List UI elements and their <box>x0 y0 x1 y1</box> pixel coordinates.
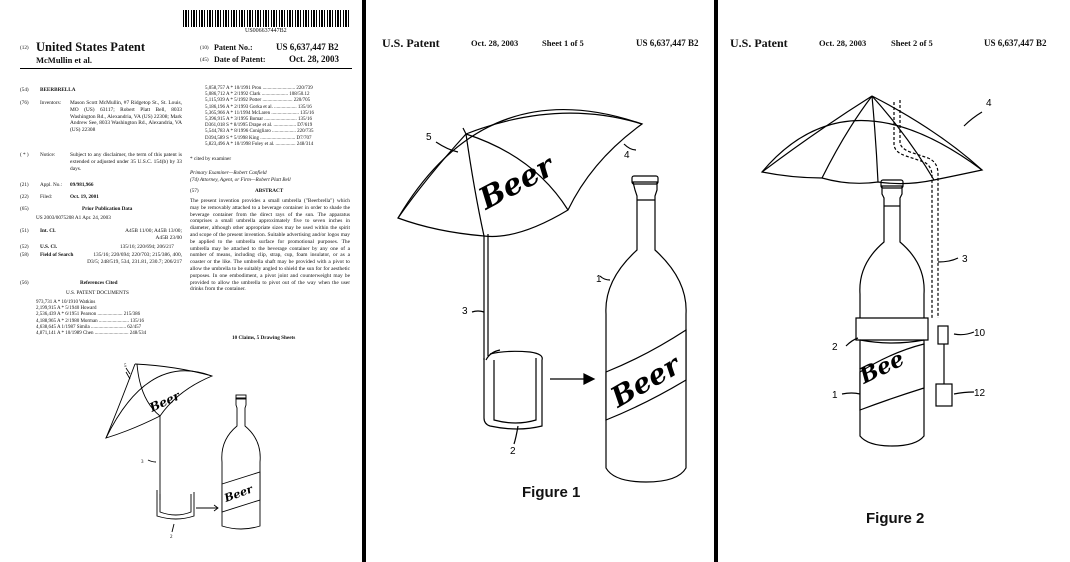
ref-entry: 973,731 A * 10/1910 Watkins <box>36 300 96 305</box>
date-label: Date of Patent: <box>214 55 266 64</box>
umbrella-beer-text: Beer <box>473 148 560 218</box>
ref-label-4: 4 <box>624 150 630 161</box>
figure-2-drawing <box>718 0 1070 562</box>
patent-no-code: (10) <box>200 45 209 51</box>
thumb-bottle-text: Beer <box>222 482 255 505</box>
figure-caption: Figure 1 <box>522 484 581 501</box>
claims: 10 Claims, 5 Drawing Sheets <box>232 335 296 341</box>
thumb-label: 3 <box>141 460 144 465</box>
appl-label: Appl. No.: <box>40 182 63 188</box>
notice-text: Subject to any disclaimer, the term of this patent is extended or adjusted under 35 U.S.C. 154(b) by 33 days. <box>70 152 182 172</box>
patent-no-label: Patent No.: <box>214 43 253 52</box>
patent-type: United States Patent <box>36 40 146 54</box>
ref-label-12: 12 <box>974 388 986 399</box>
intcl-code: (51) <box>20 228 29 234</box>
ref-entry: 2,536,439 A * 6/1951 Pearson .................... 215/386 <box>36 312 141 318</box>
ref-label-4: 4 <box>986 98 992 109</box>
uscl-label: U.S. Cl. <box>40 244 58 250</box>
ref-entry: 5,115,939 A * 5/1992 Potter ........................ 220/705 <box>205 98 311 104</box>
filed-code: (22) <box>20 194 29 200</box>
title-code: (54) <box>20 87 29 93</box>
abstract-label: ABSTRACT <box>255 188 284 194</box>
thumb-umbrella-text: Beer <box>147 388 183 415</box>
prior-label: Prior Publication Data <box>82 206 133 212</box>
ref-entry: 5,186,196 A * 2/1993 Gorka et al. .................. 135/16 <box>205 104 312 110</box>
ref-entry: 4,188,965 A * 2/1980 Morman ........................ 135/16 <box>36 318 145 324</box>
ref-entry: 5,823,496 A * 10/1998 Foley et al. ................ 248/314 <box>205 141 314 147</box>
filed-label: Filed: <box>40 194 53 200</box>
bottle <box>606 182 686 482</box>
ref-label-2: 2 <box>510 446 516 457</box>
barcode-number: US006637447B2 <box>245 28 287 34</box>
prior-text: US 2003/0075208 A1 Apr. 24, 2003 <box>36 215 111 221</box>
inventors-text: Mason Scott McMullin, #7 Ridgetop St., St. Louis, MO (US) 63117; Robert Platt Bell, 8033 Washington Rd., Alexandria, VA (US) 22308; Mark Andrew See, 8033 Washington Rd., Alexandria, VA (US) 22308 <box>70 100 182 134</box>
intcl-value: A45B 11/00; A45B 13/00; A45B 23/00 <box>125 228 182 241</box>
drawing-sheet-2 <box>718 0 1070 562</box>
ref-entry: 5,365,966 A * 11/1994 McLaren ...................... 135/16 <box>205 110 314 116</box>
bottle-beer-text: Bee <box>855 345 909 390</box>
uscl-code: (52) <box>20 244 29 250</box>
sheet-header-date: Oct. 28, 2003 <box>471 38 519 48</box>
refs-label: References Cited <box>80 280 118 286</box>
refs-sub: U.S. PATENT DOCUMENTS <box>66 290 129 296</box>
ref-entry: 4,638,645 A 1/1987 Simila ............................ 62/457 <box>36 324 142 330</box>
sheet-header-title: U.S. Patent <box>730 36 788 50</box>
ref-entry: 5,058,757 A * 10/1991 Prou .......................... 220/739 <box>205 86 313 91</box>
ref-entry: 5,544,783 A * 8/1996 Conigliaro ................... 220/735 <box>205 129 314 135</box>
ref-entry: 5,086,712 A * 2/1992 Clark ..................... 108/50.12 <box>205 92 310 98</box>
uscl-value: 135/16; 220/694; 206/217 <box>120 244 174 250</box>
inventors-code: (76) <box>20 100 29 106</box>
patent-front-page <box>0 0 362 562</box>
ref-label-1: 1 <box>832 390 838 401</box>
ref-entry: 5,396,915 A * 3/1995 Bomar .......................... 135/16 <box>205 117 312 123</box>
ref-entry: D361,018 S * 8/1995 Drape et al. .................. D7/619 <box>205 123 313 129</box>
sheet-header-number: US 6,637,447 B2 <box>984 38 1047 48</box>
attorney: (74) Attorney, Agent, or Firm—Robert Platt Bell <box>190 177 291 183</box>
country-code: (12) <box>20 45 29 51</box>
figure-caption: Figure 2 <box>866 510 925 527</box>
intcl-label: Int. Cl. <box>40 228 56 234</box>
ref-entry: D394,589 S * 5/1998 King ............................ D7/707 <box>205 135 312 141</box>
ref-entry: 2,199,915 A * 5/1940 Howard <box>36 306 97 312</box>
field-label: Field of Search <box>40 252 74 258</box>
invention-title: BEERBRELLA <box>40 87 76 93</box>
counterweight <box>936 384 952 406</box>
umbrella-canopy <box>762 120 982 183</box>
patent-number: US 6,637,447 B2 <box>276 42 339 52</box>
drawing-sheet-1 <box>366 0 714 562</box>
abstract-text: The present invention provides a small umbrella ("Beerbrella") which may be removably attached to a beverage container in order to shade the beverage container from the direct rays of the sun. The apparatus comprises a small umbrella approximately five to seven inches in diameter, although other appropriate sizes may be used within the spirit and scope of the present invention. Suitable advertising and/or logos may be applied to the umbrella surface for promotional purposes. The umbrella may be attached to the beverage container by any one of a number of means, including clip, strap, cup, foam insulator, or as a coaster or the like. The umbrella shaft may be provided with a pivot to allow the umbrella to be suitably angled to shield the sun for for aesthetic purposes. In one embodiment, a pivot joint and counterweight may be provided to allow the umbrella to pivot out of the way when the user drinks from the container. <box>190 198 350 293</box>
refs-code: (56) <box>20 280 29 286</box>
notice-code: ( * ) <box>20 152 29 158</box>
clip <box>484 351 542 429</box>
pivot <box>938 326 948 344</box>
ref-label-2: 2 <box>832 342 838 353</box>
sheet-header-title: U.S. Patent <box>382 36 440 50</box>
bottle-beer-text: Beer <box>605 348 686 415</box>
date-code: (45) <box>200 57 209 63</box>
thumb-label: 2 <box>170 535 173 540</box>
cited-note: * cited by examiner <box>190 156 232 162</box>
inventor-short: McMullin et al. <box>36 55 92 65</box>
thumb-label: 5 <box>124 364 127 369</box>
field-code: (58) <box>20 252 29 258</box>
sheet-header-date: Oct. 28, 2003 <box>819 38 867 48</box>
sheet-header-number: US 6,637,447 B2 <box>636 38 699 48</box>
ref-label-1: 1 <box>596 274 602 285</box>
strap <box>856 318 928 340</box>
figure-1-drawing <box>366 0 714 562</box>
ref-label-10: 10 <box>974 328 986 339</box>
abstract-code: (57) <box>190 188 199 194</box>
patent-date: Oct. 28, 2003 <box>289 54 339 64</box>
field-value: 135/16; 220/694; 220/703; 215/386, 400, D3/5; 248/519, 534, 231.81, 230.7; 206/217 <box>87 252 182 265</box>
prior-code: (65) <box>20 206 29 212</box>
front-page-drawing <box>0 0 362 562</box>
sheet-header-sheet: Sheet 2 of 5 <box>891 38 933 48</box>
ref-label-3: 3 <box>462 306 468 317</box>
appl-number: 09/981,966 <box>70 182 94 188</box>
appl-code: (21) <box>20 182 29 188</box>
notice-label: Notice: <box>40 152 56 158</box>
sheet-header-sheet: Sheet 1 of 5 <box>542 38 584 48</box>
primary-examiner: Primary Examiner—Robert Canfield <box>190 170 267 176</box>
inventors-label: Inventors: <box>40 100 62 106</box>
ref-label-5: 5 <box>426 132 432 143</box>
filed-date: Oct. 19, 2001 <box>70 194 99 200</box>
ref-entry: 4,871,141 A * 10/1989 Chen ........................... 248/534 <box>36 331 147 337</box>
ref-label-3: 3 <box>962 254 968 265</box>
